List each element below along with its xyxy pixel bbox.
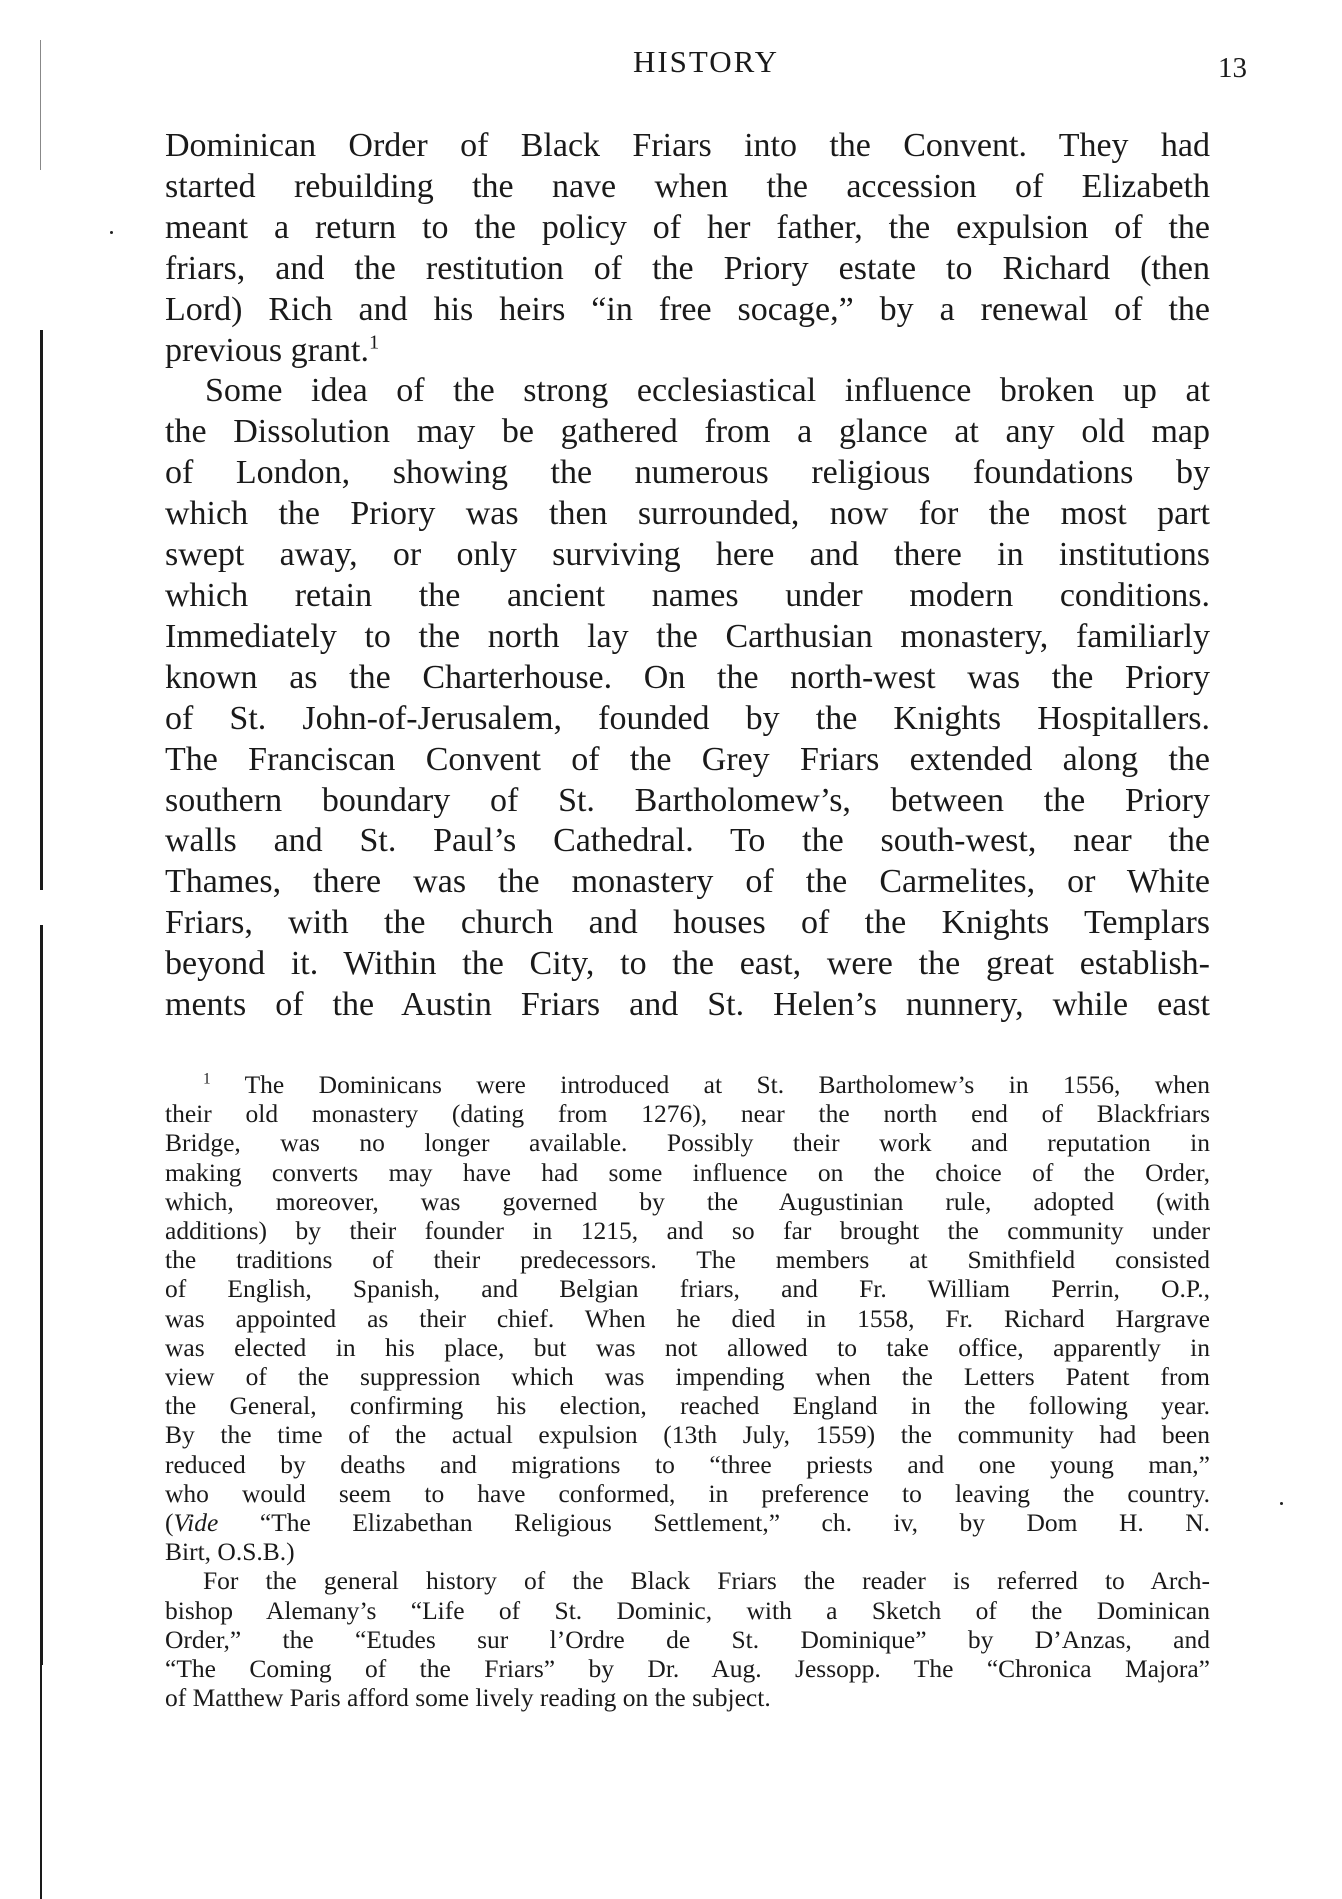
- footnote-line: reduced by deaths and migrations to “three priests and one young man,”: [165, 1449, 1210, 1479]
- page-number: 13: [1218, 52, 1247, 84]
- text-line: which retain the ancient names under modern conditions.: [165, 576, 1210, 614]
- text-line: Some idea of the strong ecclesiastical influence broken up at: [205, 372, 1210, 410]
- text-line: Immediately to the north lay the Carthusian monastery, familiarly: [165, 617, 1210, 655]
- binding-edge-mark: [40, 40, 41, 170]
- footnote-line: For the general history of the Black Friars the reader is referred to Arch-: [203, 1566, 1210, 1596]
- text-line: ments of the Austin Friars and St. Helen’s nunnery, while east: [165, 986, 1210, 1024]
- text-line: swept away, or only surviving here and there in institutions: [165, 536, 1210, 574]
- footnote-line: the traditions of their predecessors. The members at Smithfield consisted: [165, 1245, 1210, 1275]
- main-text: [165, 126, 1210, 1026]
- footnote-line: Bridge, was no longer available. Possibly their work and reputation in: [165, 1128, 1210, 1158]
- text-line: Dominican Order of Black Friars into the Convent. They had: [165, 127, 1210, 164]
- page-header: [165, 44, 1247, 84]
- text-line: friars, and the restitution of the Priory estate to Richard (then: [165, 249, 1210, 287]
- text-line: of London, showing the numerous religious foundations by: [165, 454, 1210, 492]
- footnote-line: who would seem to have conformed, in preference to leaving the country.: [165, 1478, 1210, 1508]
- text-line: the Dissolution may be gathered from a glance at any old map: [165, 413, 1210, 451]
- running-head: HISTORY: [632, 44, 780, 79]
- text-line: of St. John-of-Jerusalem, founded by the Knights Hospitallers.: [165, 699, 1210, 737]
- footnote-line: view of the suppression which was impending when the Letters Patent from: [165, 1362, 1210, 1392]
- vide-word: Vide: [173, 1508, 219, 1538]
- footnotes: [165, 1070, 1210, 1712]
- footnote-line: which, moreover, was governed by the Augustinian rule, adopted (with: [165, 1186, 1210, 1216]
- footnote-marker: 1: [203, 1070, 211, 1088]
- footnote-line: additions) by their founder in 1215, and so far brought the community under: [165, 1216, 1210, 1246]
- footnote-line: “The Coming of the Friars” by Dr. Aug. Jessopp. The “Chronica Majora”: [165, 1654, 1210, 1684]
- binding-edge-mark: [40, 925, 43, 1665]
- footnote-line: the General, confirming his election, reached England in the following year.: [165, 1391, 1210, 1421]
- text-line: [165, 331, 1210, 372]
- footnote-line: By the time of the actual expulsion (13th July, 1559) the community had been: [165, 1420, 1210, 1450]
- footnote-line: bishop Alemany’s “Life of St. Dominic, with a Sketch of the Dominican: [165, 1595, 1210, 1625]
- text-line: beyond it. Within the City, to the east, were the great establish-: [165, 945, 1210, 983]
- text-line: known as the Charterhouse. On the north-west was the Priory: [165, 658, 1210, 696]
- footnote-line: making converts may have had some influence on the choice of the Order,: [165, 1157, 1210, 1187]
- speck: [1280, 1502, 1283, 1505]
- text-line: started rebuilding the nave when the accession of Elizabeth: [165, 167, 1210, 205]
- footnote-line: was elected in his place, but was not allowed to take office, apparently in: [165, 1332, 1210, 1362]
- footnote-reference: 1: [368, 331, 380, 354]
- text-line: Lord) Rich and his heirs “in free socage,” by a renewal of the: [165, 290, 1210, 328]
- footnote-line: Order,” the “Etudes sur l’Ordre de St. Dominique” by D’Anzas, and: [165, 1624, 1210, 1654]
- footnote-text: The Dominicans were introduced at St. Bartholomew’s in 1556, when: [244, 1070, 1210, 1099]
- footnote-line: [165, 1070, 1210, 1099]
- footnote-line: was appointed as their chief. When he died in 1558, Fr. Richard Hargrave: [165, 1303, 1210, 1333]
- footnote-line: Birt, O.S.B.): [165, 1537, 295, 1567]
- text-line: which the Priory was then surrounded, now for the most part: [165, 495, 1210, 533]
- footnote-line: of Matthew Paris afford some lively reading on the subject.: [165, 1683, 771, 1713]
- text-line: Thames, there was the monastery of the Carmelites, or White: [165, 863, 1210, 901]
- footnote-line: (Vide “The Elizabethan Religious Settlement,” ch. iv, by Dom H. N.: [165, 1508, 1211, 1538]
- footnote-text: “The Elizabethan Religious Settlement,” ch. iv, by Dom H. N.: [259, 1508, 1211, 1538]
- text-line: southern boundary of St. Bartholomew’s, between the Priory: [165, 781, 1210, 819]
- speck: [110, 231, 113, 234]
- text-line: meant a return to the policy of her father, the expulsion of the: [165, 208, 1210, 246]
- footnote-line: of English, Spanish, and Belgian friars, and Fr. William Perrin, O.P.,: [165, 1274, 1210, 1304]
- text-line: walls and St. Paul’s Cathedral. To the south-west, near the: [165, 822, 1210, 860]
- binding-edge-mark: [40, 330, 43, 890]
- text-line-content: previous grant.: [165, 331, 369, 369]
- footnote-line: their old monastery (dating from 1276), near the north end of Blackfriars: [165, 1099, 1210, 1129]
- text-line: The Franciscan Convent of the Grey Friars extended along the: [165, 740, 1210, 778]
- binding-edge-mark: [40, 1665, 42, 1899]
- text-line: Friars, with the church and houses of the Knights Templars: [165, 904, 1210, 942]
